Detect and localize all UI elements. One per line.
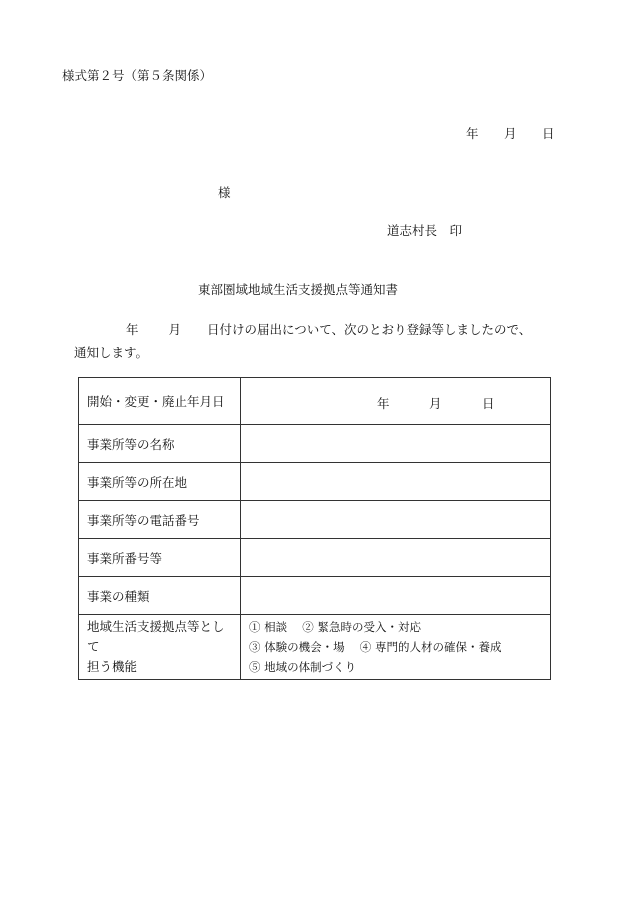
functions-label xyxy=(79,615,241,680)
office-number-label: 事業所番号等 xyxy=(79,539,241,577)
functions-label-line-1: 地域生活支援拠点等として xyxy=(87,619,225,654)
issue-date-year: 年 xyxy=(466,126,479,141)
period-value-cell xyxy=(241,378,551,425)
office-name-value xyxy=(241,425,551,463)
form-number: 様式第２号（第５条関係） xyxy=(62,68,213,83)
table-row-business-type xyxy=(79,577,551,615)
business-type-label: 事業の種類 xyxy=(79,577,241,615)
table-row-period xyxy=(79,378,551,425)
functions-list xyxy=(241,615,551,680)
document-title: 東部圏域地域生活支援拠点等通知書 xyxy=(198,282,399,297)
business-type-value xyxy=(241,577,551,615)
body-line-1-rest: 日付けの届出について、次のとおり登録等しましたので、 xyxy=(207,322,532,337)
issue-date-month: 月 xyxy=(504,126,517,141)
functions-line-1: ① 相談 ② 緊急時の受入・対応 xyxy=(249,620,421,634)
body-paragraph xyxy=(74,318,531,364)
office-number-value xyxy=(241,539,551,577)
table-row-name xyxy=(79,425,551,463)
office-address-label: 事業所等の所在地 xyxy=(79,463,241,501)
table-row-functions xyxy=(79,615,551,680)
office-name-label: 事業所等の名称 xyxy=(79,425,241,463)
period-year: 年 xyxy=(377,396,390,411)
office-address-value xyxy=(241,463,551,501)
body-year: 年 xyxy=(126,322,139,337)
table-row-office-number xyxy=(79,539,551,577)
addressee-suffix: 様 xyxy=(218,185,231,200)
functions-label-line-2: 担う機能 xyxy=(87,659,138,674)
registration-table xyxy=(78,377,551,680)
body-line-2: 通知します。 xyxy=(74,345,149,360)
body-line-1 xyxy=(74,318,531,341)
period-day: 日 xyxy=(482,396,495,411)
issue-date-line xyxy=(466,124,562,140)
functions-line-2: ③ 体験の機会・場 ④ 専門的人材の確保・養成 xyxy=(249,640,502,654)
table-row-phone xyxy=(79,501,551,539)
office-phone-value xyxy=(241,501,551,539)
functions-line-3: ⑤ 地域の体制づくり xyxy=(249,660,357,674)
office-phone-label: 事業所等の電話番号 xyxy=(79,501,241,539)
issue-date-day: 日 xyxy=(542,126,555,141)
table-row-address xyxy=(79,463,551,501)
body-month: 月 xyxy=(168,322,182,337)
issuer-seal-line: 道志村長 印 xyxy=(387,223,463,238)
period-month: 月 xyxy=(429,396,442,411)
period-label: 開始・変更・廃止年月日 xyxy=(79,378,241,425)
